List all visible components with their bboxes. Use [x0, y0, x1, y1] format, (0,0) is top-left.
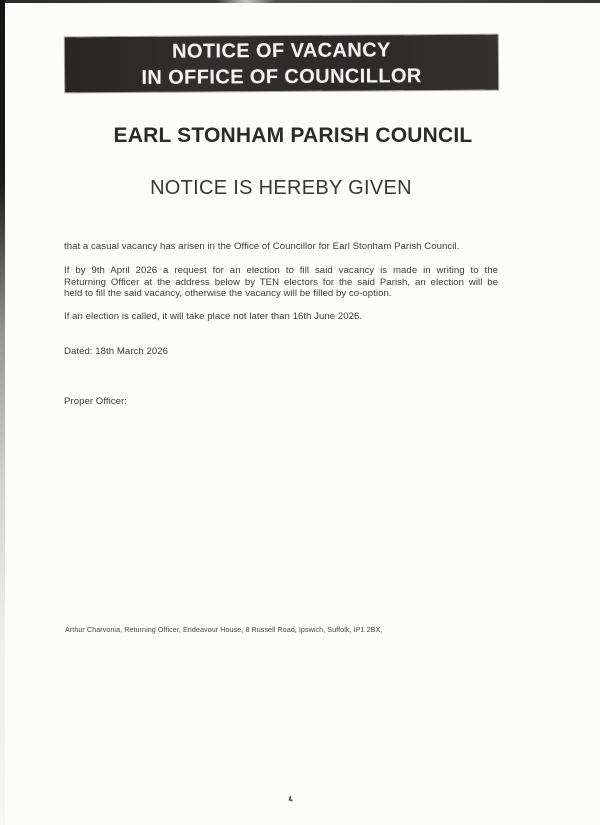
council-title: EARL STONHAM PARISH COUNCIL — [113, 124, 473, 147]
banner-line-1: NOTICE OF VACANCY — [172, 38, 391, 63]
paragraph-election-request-line-3: held to fill the said vacancy, otherwise the vacancy will be filled by co-option. — [64, 288, 392, 299]
dated-line: Dated: 18th March 2026 — [64, 346, 169, 357]
paragraph-election-date: If an election is called, it will take place not later than 16th June 2026. — [64, 311, 363, 322]
returning-officer-contact-line: Arthur Charvonia, Returning Officer, Endeavour House, 8 Russell Road, Ipswich, Suffolk, IP1 2BX, — [65, 625, 383, 634]
paragraph-casual-vacancy: that a casual vacancy has arisen in the Office of Councillor for Earl Stonham Parish Council. — [64, 241, 460, 252]
paragraph-election-request — [64, 265, 498, 300]
notice-banner — [65, 35, 498, 93]
paragraph-election-request-line-2: Returning Officer at the address below by TEN electors for the said Parish, an election will be — [64, 276, 498, 288]
scan-edge-left-artifact — [0, 0, 5, 825]
scan-edge-top-artifact — [0, 0, 600, 3]
paragraph-election-request-line-1: If by 9th April 2026 a request for an election to fill said vacancy is made in writing to the — [64, 265, 498, 276]
notice-heading: NOTICE IS HEREBY GIVEN — [150, 177, 412, 199]
proper-officer-label: Proper Officer: — [64, 396, 127, 407]
banner-line-2: IN OFFICE OF COUNCILLOR — [141, 64, 422, 89]
scan-speck-artifact — [288, 796, 291, 801]
